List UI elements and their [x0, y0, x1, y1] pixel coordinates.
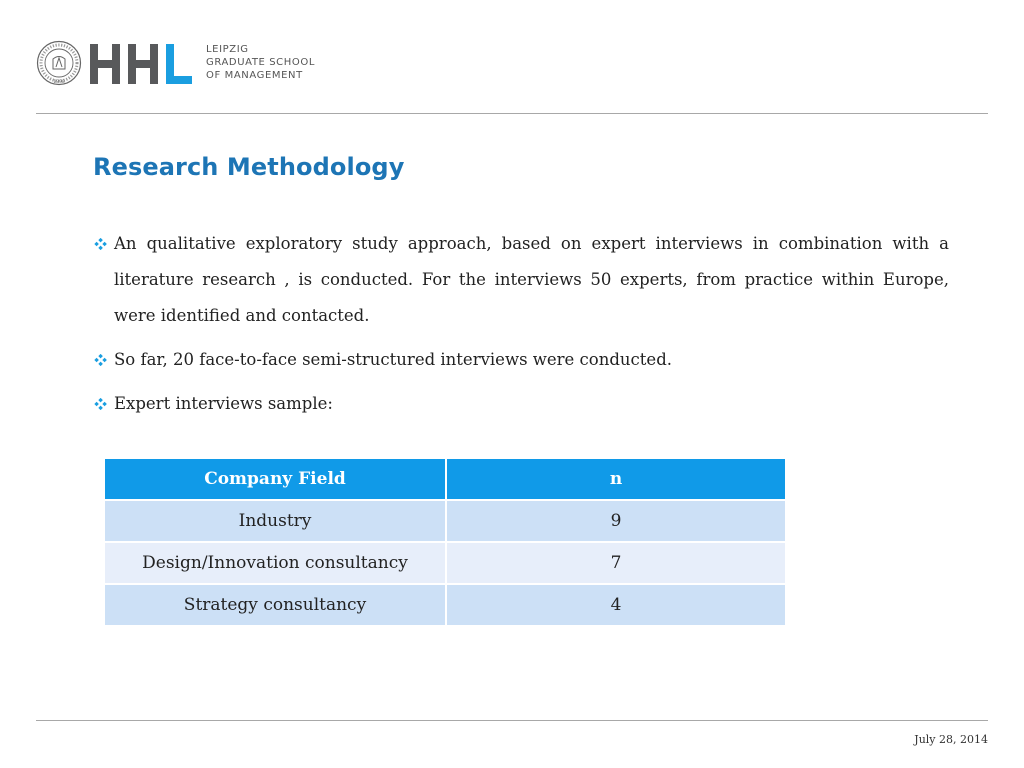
cell-n: 4	[446, 584, 786, 626]
table-row	[104, 500, 786, 542]
hhl-logo	[90, 42, 202, 86]
bullet-list	[93, 226, 949, 430]
table-row	[104, 584, 786, 626]
cell-company-field: Strategy consultancy	[104, 584, 446, 626]
diamond-bullet-icon	[93, 238, 109, 250]
slide-title: Research Methodology	[93, 153, 405, 181]
diamond-bullet-icon	[93, 354, 109, 366]
school-name-line-2: GRADUATE SCHOOL	[206, 57, 315, 68]
footer-divider	[36, 720, 988, 721]
table-row	[104, 542, 786, 584]
cell-company-field: Design/Innovation consultancy	[104, 542, 446, 584]
header-divider	[36, 113, 988, 114]
bullet-text: So far, 20 face-to-face semi-structured interviews were conducted.	[114, 350, 672, 369]
bullet-item	[93, 226, 949, 334]
cell-company-field: Industry	[104, 500, 446, 542]
cell-n: 7	[446, 542, 786, 584]
school-name-line-1: LEIPZIG	[206, 44, 249, 55]
cell-n: 9	[446, 500, 786, 542]
bullet-text: An qualitative exploratory study approach, based on expert interviews in combination with a literature research , is conducted. For the interviews 50 experts, from practice within Europe, were identified and contacted.	[114, 234, 949, 325]
school-name-line-3: OF MANAGEMENT	[206, 70, 303, 81]
header-n: n	[446, 458, 786, 500]
expert-sample-table	[103, 457, 787, 627]
school-seal-logo	[36, 40, 82, 86]
header-company-field: Company Field	[104, 458, 446, 500]
diamond-bullet-icon	[93, 398, 109, 410]
footer-date: July 28, 2014	[914, 733, 988, 746]
table-header-row	[104, 458, 786, 500]
bullet-text: Expert interviews sample:	[114, 394, 333, 413]
bullet-item	[93, 386, 949, 422]
seal-year: 1898	[53, 80, 65, 85]
bullet-item	[93, 342, 949, 378]
school-name	[206, 43, 315, 82]
